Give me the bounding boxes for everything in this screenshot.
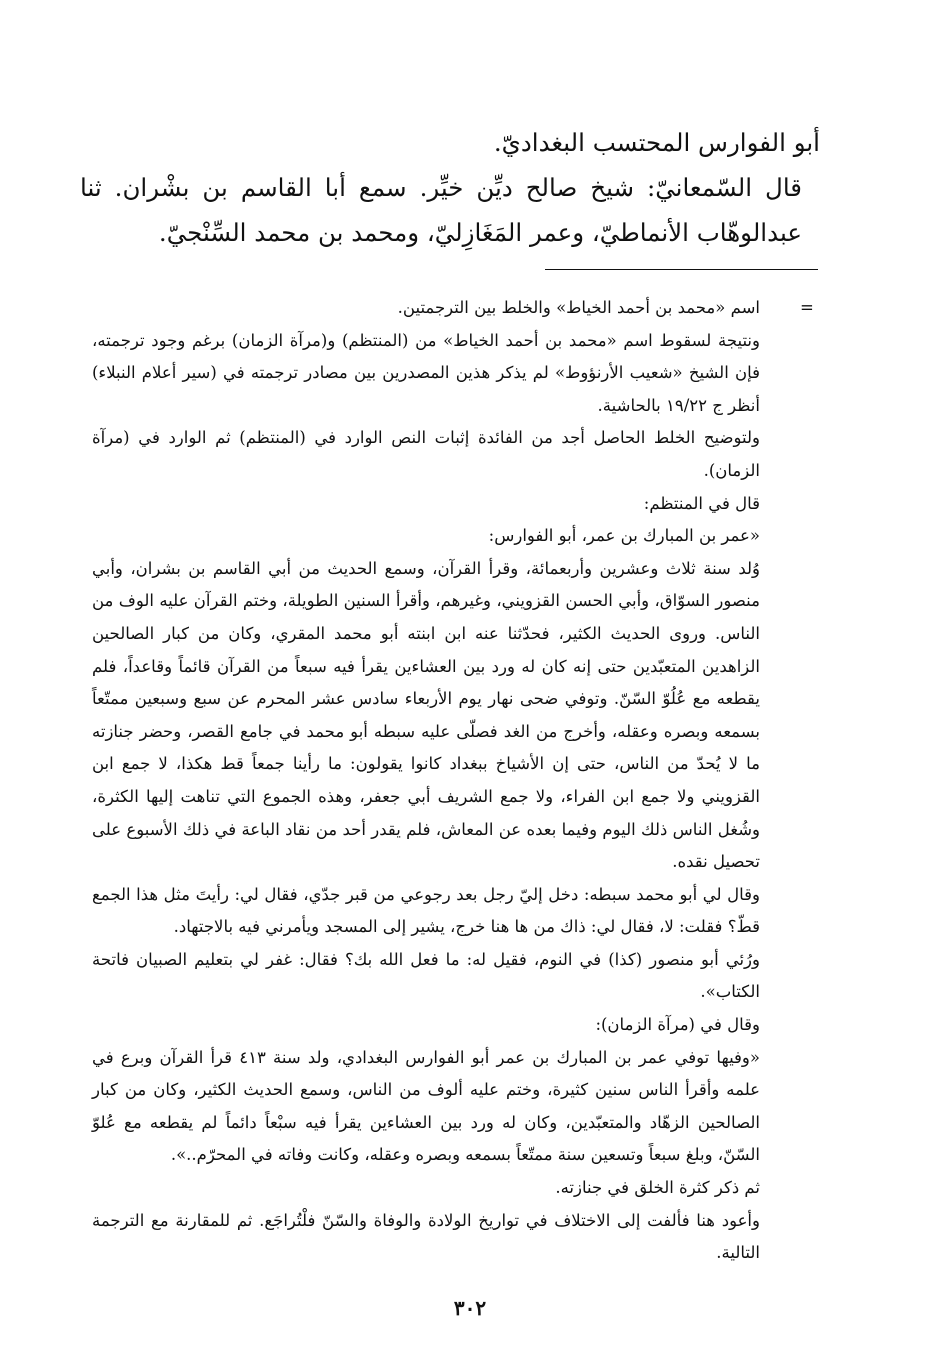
footnote-paragraph: اسم «محمد بن أحمد الخياط» والخلط بين الترجمتين. [397, 298, 760, 317]
main-text-line-1: أبو الفوارس المحتسب البغداديّ. [493, 128, 820, 157]
main-text [80, 120, 820, 255]
footnote-paragraph: ونتيجة لسقوط اسم «محمد بن أحمد الخياط» من (المنتظم) و(مرآة الزمان) برغم وجود ترجمته، فإن الشيخ «شعيب الأرنؤوط» لم يذكر هذين المصدرين بين مصادر ترجمته في (سير أعلام النبلاء) أنظر ج ١٩/٢٢ بالحاشية. [92, 330, 760, 415]
page-number: ٣٠٢ [453, 1296, 487, 1320]
footnote-paragraph: وُلد سنة ثلاث وعشرين وأربعمائة، وقرأ القرآن، وسمع الحديث من أبي القاسم بن بشران، وأبي منصور السوّاق، وأبي الحسن القزويني، وغيرهم، وأقرأ السنين الطويلة، وختم القرآن عليه الوف من الناس. وروى الحديث الكثير، فحدّثنا عنه ابن ابنته أبو محمد المقري، وكان من كبار الصالحين الزاهدين المتعبّدين حتى إنه كان له ورد بين العشاءين يقرأ فيه سبعاً من القرآن قائماً وقاعداً، فلم يقطعه مع عُلُوّ السّنّ. وتوفي ضحى نهار يوم الأربعاء سادس عشر المحرم عن سبع وسبعين ممتّعاً بسمعه وبصره وعقله، وأخرج من الغد فصلّى عليه سبطه أبو محمد في جامع القصر، وحضر جنازته ما لا يُحدّ من الناس، حتى إن الأشياخ ببغداد كانوا يقولون: ما رأينا جمعاً قط هكذا، لا جمع ابن القزويني ولا جمع ابن الفراء، ولا جمع الشريف أبي جعفر، وهذه الجموع التي تناهت إليها الكثرة، وشُغل الناس ذلك اليوم وفيما بعده عن المعاش، فلم يقدر أحد من نقاد الباعة في ذلك الأسبوع على تحصيل نقده. [92, 558, 760, 872]
main-text-paragraph-2: قال السّمعانيّ: شيخ صالح ديِّن خيِّر. سمع أبا القاسم بن بشْران. ثنا عبدالوهّاب الأنماطيّ، وعمر المَغَازِليّ، ومحمد بن محمد السِّنْجيّ. [80, 173, 802, 247]
footnotes [92, 292, 760, 1270]
footnote-separator-rule [545, 269, 818, 270]
footnote-continuation-mark: = [800, 298, 814, 317]
footnote-paragraph: «عمر بن المبارك بن عمر، أبو الفوارس: [488, 526, 760, 546]
footnote-paragraph: ورُئي أبو منصور (كذا) في النوم، فقيل له: ما فعل الله بك؟ فقال: غفر لي بتعليم الصبيان فاتحة الكتاب». [92, 949, 760, 1002]
footnote-paragraph: ولتوضيح الخلط الحاصل أجد من الفائدة إثبات النص الوارد في (المنتظم) ثم الوارد في (مرآة الزمان). [92, 428, 760, 480]
footnote-paragraph: «وفيها توفي عمر بن المبارك بن عمر أبو الفوارس البغدادي، ولد سنة ٤١٣ قرأ القرآن وبرع في علمه وأقرأ الناس سنين كثيرة، وختم عليه ألوف من الناس، وسمع الحديث الكثير، وكان من كبار الصالحين الزهّاد والمتعبّدين، وكان له ورد بين العشاءين يقرأ فيه سبْعاً دائماً لم يقطعه مع عُلوّ السّنّ، وبلغ سبعاً وتسعين سنة ممتّعاً بسمعه وبصره وعقله، وكانت وفاته في المحرّم..». [92, 1047, 760, 1165]
footnote-paragraph: ثم ذكر كثرة الخلق في جنازته. [555, 1178, 760, 1198]
footnote-paragraph: وقال لي أبو محمد سبطه: دخل إليّ رجل بعد رجوعي من قبر جدّي، فقال لي: رأيتَ مثل هذا الجمع قطّ؟ فقلت: لا، فقال لي: ذاك من ها هنا خرج، يشير إلى المسجد ويأمرني فيه بالاجتهاد. [92, 884, 760, 937]
footnote-paragraph: وقال في (مرآة الزمان): [595, 1015, 760, 1035]
footnote-paragraph: قال في المنتظم: [643, 493, 760, 513]
footnote-paragraph: وأعود هنا فألفت إلى الاختلاف في تواريخ الولادة والوفاة والسّنّ فلْتُراجَع. ثم للمقارنة مع الترجمة التالية. [92, 1210, 760, 1263]
